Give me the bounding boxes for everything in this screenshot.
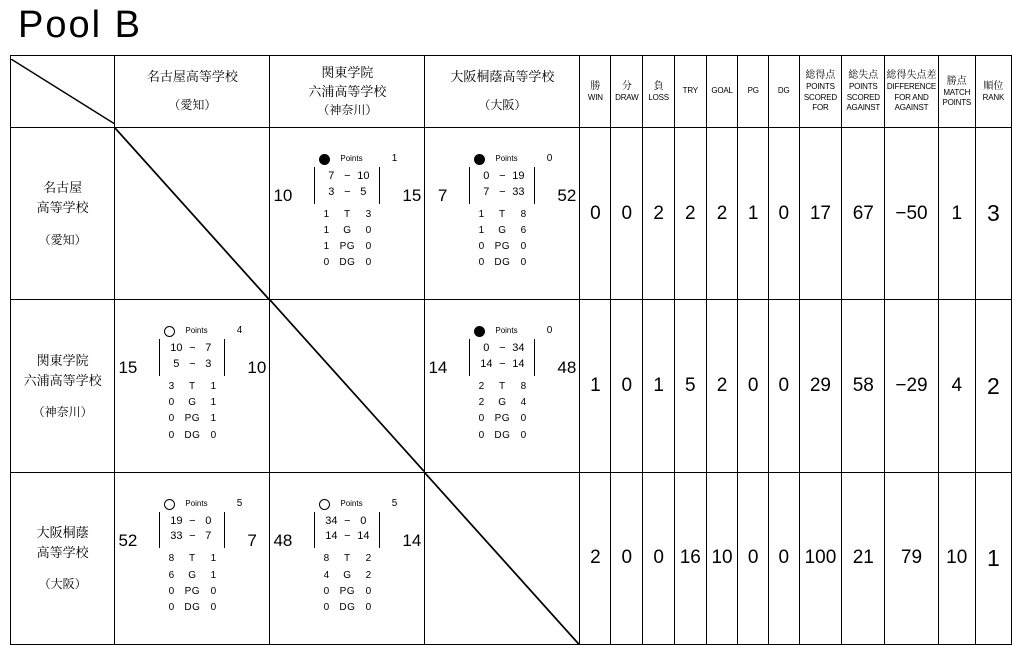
team-1-name-line1: 名古屋 bbox=[43, 180, 83, 196]
match-cell-team3-vs-team1 bbox=[115, 472, 270, 644]
detail-dg: 0 DG 0 bbox=[168, 601, 217, 613]
stat-dg: 0 bbox=[768, 128, 799, 300]
stat-loss: 2 bbox=[643, 128, 675, 300]
column-header-points-against bbox=[842, 56, 885, 128]
header-dg-en: DG bbox=[777, 86, 790, 96]
result-dot-icon bbox=[474, 326, 485, 337]
corner-diagonal-cell bbox=[11, 56, 115, 128]
detail-pg: 0 PG 0 bbox=[478, 413, 527, 425]
stat-match-points: 4 bbox=[938, 300, 975, 472]
stat-match-points: 1 bbox=[938, 128, 975, 300]
match-right-score: 14 bbox=[402, 530, 422, 550]
pool-standings-table bbox=[10, 55, 1012, 645]
column-header-draw bbox=[611, 56, 643, 128]
match-right-score: 7 bbox=[247, 530, 257, 550]
detail-dg: 0 DG 0 bbox=[478, 429, 527, 441]
stat-pg: 1 bbox=[738, 128, 769, 300]
stat-points-against: 21 bbox=[842, 472, 885, 644]
stat-draw: 0 bbox=[611, 472, 643, 644]
team-2-pref: （神奈川） bbox=[32, 404, 93, 419]
stat-goal: 10 bbox=[706, 472, 738, 644]
column-header-try bbox=[674, 56, 706, 128]
detail-goal: 1 G 6 bbox=[478, 224, 527, 236]
column-header-team-2 bbox=[270, 56, 425, 128]
detail-goal: 0 G 1 bbox=[168, 397, 217, 409]
stat-loss: 0 bbox=[643, 472, 675, 644]
header-goal-en: GOAL bbox=[711, 86, 733, 96]
column-header-team-3 bbox=[425, 56, 580, 128]
column-header-team-1 bbox=[115, 56, 270, 128]
header-win-jp: 勝 bbox=[590, 80, 601, 92]
stat-points-for: 29 bbox=[799, 300, 842, 472]
match-cell-team2-vs-team1 bbox=[115, 300, 270, 472]
header-points-for-en: POINTS SCORED FOR bbox=[803, 82, 837, 113]
first-half-score: 0 − 34 bbox=[483, 342, 525, 355]
first-half-score: 7 − 10 bbox=[328, 169, 370, 182]
team-2-name-line2: 六浦高等学校 bbox=[23, 372, 102, 388]
header-win-en: WIN bbox=[587, 92, 603, 102]
team-3-head-pref: （大阪） bbox=[478, 98, 527, 113]
second-half-score: 5 − 3 bbox=[173, 358, 212, 371]
match-left-score: 7 bbox=[437, 185, 448, 205]
table-row bbox=[11, 128, 1012, 300]
stat-pg: 0 bbox=[738, 300, 769, 472]
result-dot-icon bbox=[319, 154, 330, 165]
stat-pg: 0 bbox=[738, 472, 769, 644]
points-label: Points bbox=[185, 326, 208, 336]
stat-win: 0 bbox=[580, 128, 611, 300]
detail-try: 2 T 8 bbox=[478, 381, 527, 393]
detail-goal: 6 G 1 bbox=[168, 569, 217, 581]
column-header-goal bbox=[706, 56, 738, 128]
match-left-score: 14 bbox=[428, 358, 448, 378]
header-match-points-en: MATCH POINTS bbox=[942, 87, 972, 107]
detail-pg: 0 PG 1 bbox=[168, 413, 217, 425]
points-value: 1 bbox=[391, 152, 398, 164]
match-left-score: 52 bbox=[118, 530, 138, 550]
team-2-name-line1: 関東学院 bbox=[36, 352, 89, 368]
second-half-score: 14 − 14 bbox=[480, 358, 525, 371]
header-difference-jp: 総得失点差 bbox=[886, 70, 937, 82]
team-2-head-pref: （神奈川） bbox=[317, 102, 378, 117]
result-dot-icon bbox=[164, 326, 175, 337]
stat-try: 5 bbox=[674, 300, 706, 472]
detail-goal: 2 G 4 bbox=[478, 397, 527, 409]
detail-try: 8 T 2 bbox=[323, 553, 372, 565]
points-value: 5 bbox=[391, 497, 398, 509]
points-value: 0 bbox=[546, 152, 553, 164]
team-3-head-line1: 大阪桐蔭高等学校 bbox=[450, 69, 555, 85]
page-title: Pool B bbox=[18, 4, 142, 46]
self-cell-team-1 bbox=[115, 128, 270, 300]
team-1-pref: （愛知） bbox=[38, 232, 87, 247]
header-loss-en: LOSS bbox=[648, 92, 669, 102]
detail-pg: 0 PG 0 bbox=[323, 585, 372, 597]
header-pg-en: PG bbox=[747, 86, 759, 96]
row-header-team-1 bbox=[11, 128, 115, 300]
team-3-name-line1: 大阪桐蔭 bbox=[36, 524, 89, 540]
detail-pg: 0 PG 0 bbox=[478, 241, 527, 253]
detail-pg: 1 PG 0 bbox=[323, 241, 372, 253]
team-3-name-line2: 高等学校 bbox=[36, 545, 89, 561]
points-value: 0 bbox=[546, 325, 553, 337]
header-points-for-jp: 総得点 bbox=[805, 70, 836, 82]
points-label: Points bbox=[495, 326, 518, 336]
column-header-difference bbox=[885, 56, 939, 128]
column-header-pg bbox=[738, 56, 769, 128]
stat-try: 2 bbox=[674, 128, 706, 300]
header-try-en: TRY bbox=[682, 86, 698, 96]
header-points-against-en: POINTS SCORED AGAINST bbox=[846, 82, 881, 113]
detail-try: 8 T 1 bbox=[168, 553, 217, 565]
second-half-score: 3 − 5 bbox=[328, 185, 367, 198]
column-header-rank bbox=[975, 56, 1011, 128]
column-header-loss bbox=[643, 56, 675, 128]
stat-goal: 2 bbox=[706, 128, 738, 300]
detail-dg: 0 DG 0 bbox=[323, 601, 372, 613]
detail-goal: 1 G 0 bbox=[323, 224, 372, 236]
first-half-score: 34 − 0 bbox=[325, 514, 367, 527]
stat-loss: 1 bbox=[643, 300, 675, 472]
stat-difference: −50 bbox=[885, 128, 939, 300]
stat-rank: 1 bbox=[975, 472, 1011, 644]
detail-dg: 0 DG 0 bbox=[478, 257, 527, 269]
table-row bbox=[11, 300, 1012, 472]
stat-try: 16 bbox=[674, 472, 706, 644]
team-1-head-pref: （愛知） bbox=[168, 98, 217, 113]
detail-dg: 0 DG 0 bbox=[168, 429, 217, 441]
stat-dg: 0 bbox=[768, 472, 799, 644]
match-cell-team1-vs-team3 bbox=[425, 128, 580, 300]
stat-rank: 3 bbox=[975, 128, 1011, 300]
stat-win: 2 bbox=[580, 472, 611, 644]
stat-points-for: 17 bbox=[799, 128, 842, 300]
column-header-win bbox=[580, 56, 611, 128]
match-right-score: 15 bbox=[402, 185, 422, 205]
detail-pg: 0 PG 0 bbox=[168, 585, 217, 597]
match-cell-team1-vs-team2 bbox=[270, 128, 425, 300]
row-header-team-2 bbox=[11, 300, 115, 472]
result-dot-icon bbox=[164, 499, 175, 510]
header-loss-jp: 負 bbox=[653, 80, 664, 92]
table-row bbox=[11, 472, 1012, 644]
column-header-dg bbox=[768, 56, 799, 128]
stat-goal: 2 bbox=[706, 300, 738, 472]
team-2-head-line2: 六浦高等学校 bbox=[308, 83, 387, 99]
team-1-head-line1: 名古屋高等学校 bbox=[146, 69, 238, 85]
header-difference-en: DIFFERENCE FOR AND AGAINST bbox=[886, 82, 937, 113]
detail-goal: 4 G 2 bbox=[323, 569, 372, 581]
stat-rank: 2 bbox=[975, 300, 1011, 472]
team-1-name-line2: 高等学校 bbox=[36, 200, 89, 216]
match-left-score: 15 bbox=[118, 358, 138, 378]
stat-dg: 0 bbox=[768, 300, 799, 472]
team-2-head-line1: 関東学院 bbox=[321, 64, 374, 80]
table-header-row bbox=[11, 56, 1012, 128]
row-header-team-3 bbox=[11, 472, 115, 644]
detail-try: 1 T 8 bbox=[478, 208, 527, 220]
points-label: Points bbox=[340, 153, 363, 163]
match-right-score: 48 bbox=[557, 358, 577, 378]
column-header-match-points bbox=[938, 56, 975, 128]
match-left-score: 48 bbox=[273, 530, 293, 550]
stat-match-points: 10 bbox=[938, 472, 975, 644]
detail-try: 3 T 1 bbox=[168, 381, 217, 393]
second-half-score: 7 − 33 bbox=[483, 185, 525, 198]
second-half-score: 14 − 14 bbox=[325, 530, 370, 543]
first-half-score: 19 − 0 bbox=[170, 514, 212, 527]
result-dot-icon bbox=[319, 499, 330, 510]
points-value: 4 bbox=[236, 325, 243, 337]
points-label: Points bbox=[495, 153, 518, 163]
stat-points-for: 100 bbox=[799, 472, 842, 644]
result-dot-icon bbox=[474, 154, 485, 165]
column-header-points-for bbox=[799, 56, 842, 128]
match-left-score: 10 bbox=[273, 185, 293, 205]
stat-draw: 0 bbox=[611, 128, 643, 300]
stat-difference: 79 bbox=[885, 472, 939, 644]
team-3-pref: （大阪） bbox=[38, 577, 87, 592]
stat-difference: −29 bbox=[885, 300, 939, 472]
first-half-score: 10 − 7 bbox=[170, 342, 212, 355]
match-cell-team3-vs-team2 bbox=[270, 472, 425, 644]
detail-try: 1 T 3 bbox=[323, 208, 372, 220]
header-rank-jp: 順位 bbox=[983, 80, 1004, 92]
header-points-against-jp: 総失点 bbox=[848, 70, 879, 82]
match-right-score: 52 bbox=[557, 185, 577, 205]
stat-points-against: 67 bbox=[842, 128, 885, 300]
stat-draw: 0 bbox=[611, 300, 643, 472]
points-label: Points bbox=[340, 498, 363, 508]
points-label: Points bbox=[185, 498, 208, 508]
first-half-score: 0 − 19 bbox=[483, 169, 525, 182]
self-cell-team-2 bbox=[270, 300, 425, 472]
header-match-points-jp: 勝点 bbox=[946, 75, 967, 87]
self-cell-team-3 bbox=[425, 472, 580, 644]
stat-win: 1 bbox=[580, 300, 611, 472]
points-value: 5 bbox=[236, 497, 243, 509]
header-draw-jp: 分 bbox=[621, 80, 632, 92]
header-draw-en: DRAW bbox=[615, 92, 639, 102]
header-rank-en: RANK bbox=[982, 92, 1005, 102]
match-cell-team2-vs-team3 bbox=[425, 300, 580, 472]
stat-points-against: 58 bbox=[842, 300, 885, 472]
detail-dg: 0 DG 0 bbox=[323, 257, 372, 269]
match-right-score: 10 bbox=[247, 358, 267, 378]
second-half-score: 33 − 7 bbox=[170, 530, 212, 543]
